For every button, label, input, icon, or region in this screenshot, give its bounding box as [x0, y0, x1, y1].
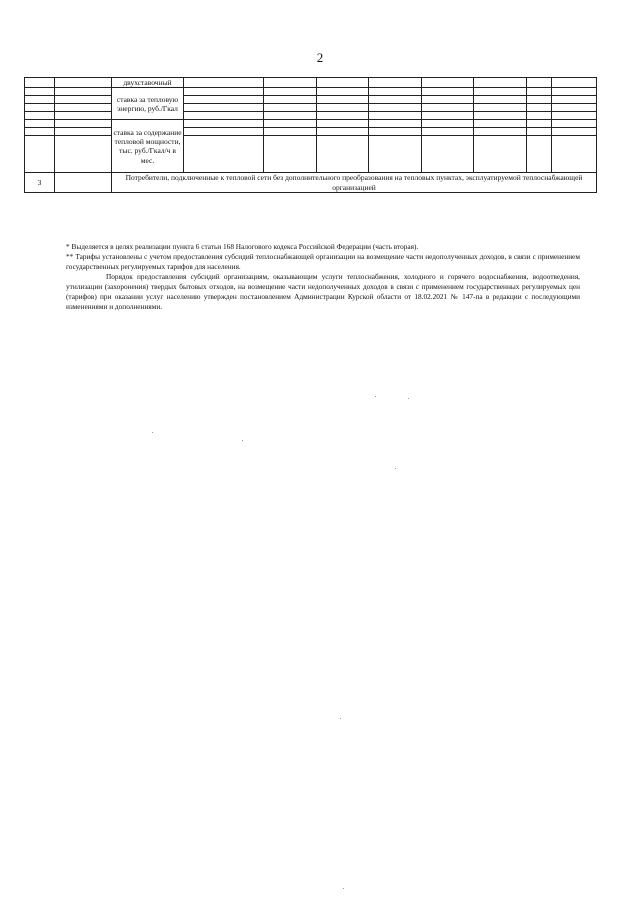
table-row	[25, 128, 597, 136]
cell-dvukhstavochny: двухставочный	[112, 78, 184, 88]
scan-speck	[343, 888, 344, 889]
table-row	[25, 88, 597, 96]
table-row	[25, 96, 597, 104]
footnote-2: ** Тарифы установлены с учетом предоставления субсидий теплоснабжающей организации на возмещение части недополученных доходов, в связи с применением государственных регулируемых тарифов для населения.	[66, 252, 580, 271]
row3-description: Потребители, подключенные к тепловой сети без дополнительного преобразования на тепловых пунктах, эксплуатируемой теплоснабжающей организацией	[112, 173, 597, 193]
tariff-table	[24, 77, 597, 193]
table-row	[25, 120, 597, 128]
table-row	[25, 78, 597, 88]
scan-speck	[408, 398, 409, 399]
scan-speck	[340, 718, 341, 719]
table-row	[25, 112, 597, 120]
scan-speck	[375, 396, 376, 397]
cell-stavka-power: ставка за содержание тепловой мощности, тыс. руб./Гкал/ч в мес.	[112, 120, 184, 173]
scan-speck	[152, 432, 153, 433]
footnote-1: * Выделяется в целях реализации пункта 6 статьи 168 Налогового кодекса Российской Федерации (часть вторая).	[66, 242, 419, 251]
table-row	[25, 173, 597, 193]
cell-stavka-energy: ставка за тепловую энергию, руб./Гкал	[112, 88, 184, 120]
footnotes	[66, 242, 580, 312]
table-row	[25, 136, 597, 173]
scan-speck	[242, 440, 243, 441]
row-number: 3	[25, 173, 55, 193]
footnote-3: Порядок предоставления субсидий организациям, оказывающим услуги теплоснабжения, холодного и горячего водоснабжения, водоотведения, утилизации (захоронения) твердых бытовых отходов, на возмещение части недополученных доходов в связи с применением государственных регулируемых цен (тарифов) при оказании услуг населению утвержден постановлением Администрации Курской области от 18.02.2021 № 147-па в редакции с последующими изменениями и дополнениями.	[66, 272, 580, 311]
table-row	[25, 104, 597, 112]
scan-speck	[395, 468, 396, 469]
page-number: 2	[316, 50, 324, 65]
